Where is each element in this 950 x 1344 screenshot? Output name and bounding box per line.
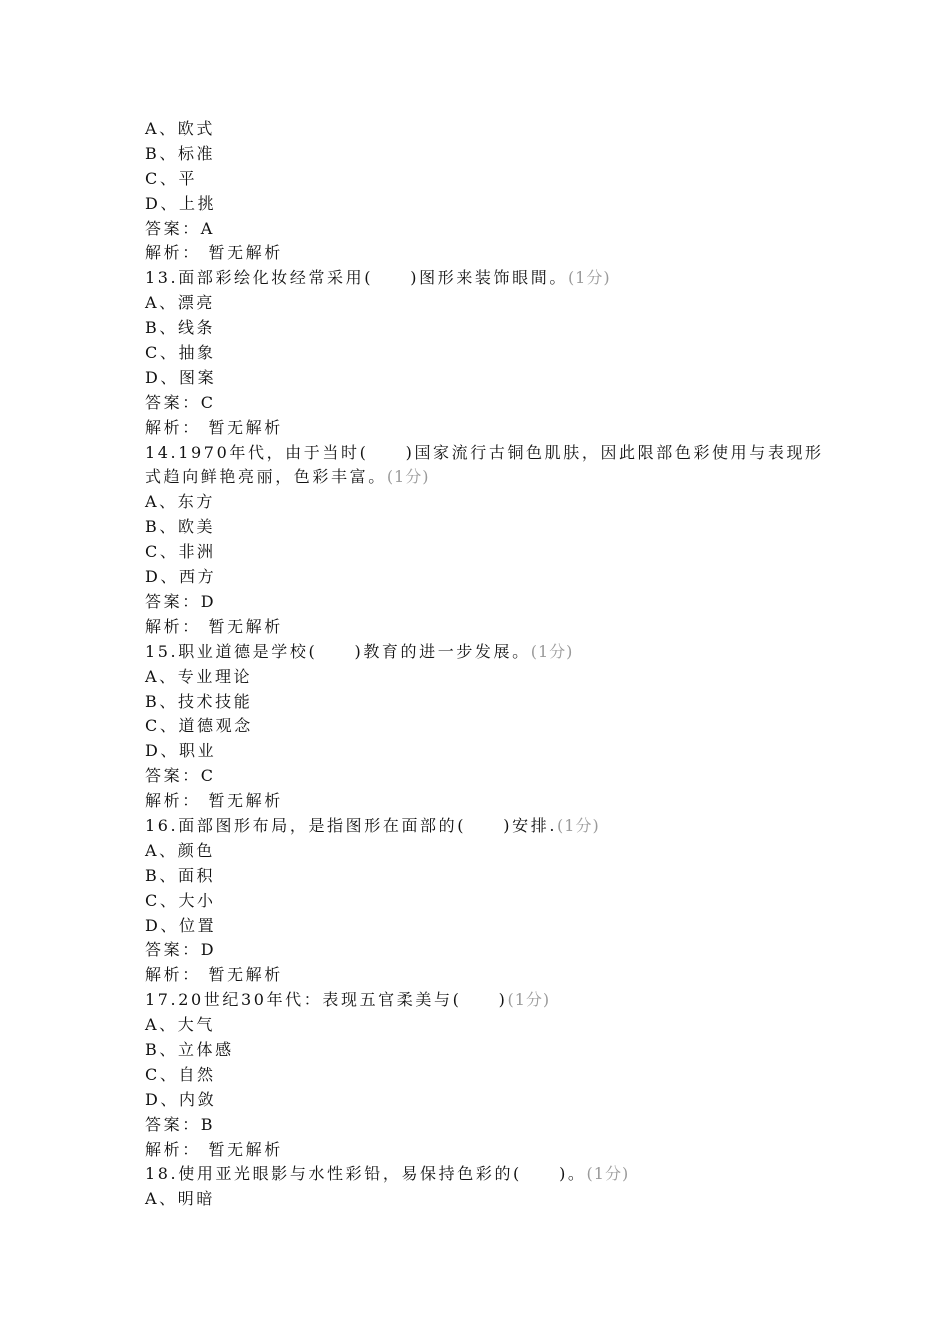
option-b: B、标准 xyxy=(145,143,216,163)
analysis: 解析： 暂无解析 xyxy=(145,791,283,811)
option-c: C、大小 xyxy=(145,890,216,910)
option-b: B、技术技能 xyxy=(145,691,253,711)
option-c: C、抽象 xyxy=(145,343,216,363)
stem-text: 18.使用亚光眼影与水性彩铅，易保持色彩的( )。 xyxy=(145,1164,587,1184)
answer: 答案：C xyxy=(145,766,216,786)
question-stem xyxy=(145,988,825,1013)
question-15 xyxy=(145,640,825,814)
answer: 答案：B xyxy=(145,1114,216,1134)
option-a: A、明暗 xyxy=(145,1189,215,1209)
question-stem xyxy=(145,640,825,665)
question-stem xyxy=(145,814,825,839)
option-b: B、线条 xyxy=(145,318,216,338)
document-page xyxy=(145,117,825,1212)
analysis: 解析： 暂无解析 xyxy=(145,417,283,437)
option-b: B、立体感 xyxy=(145,1039,234,1059)
analysis: 解析： 暂无解析 xyxy=(145,1139,283,1159)
option-d: D、内敛 xyxy=(145,1089,217,1109)
score-label: (1分) xyxy=(386,467,430,487)
option-a: A、专业理论 xyxy=(145,666,253,686)
option-c: C、非洲 xyxy=(145,542,216,562)
option-d: D、位置 xyxy=(145,915,217,935)
score-label: (1分) xyxy=(507,990,551,1010)
answer: 答案：D xyxy=(145,940,217,960)
option-a: A、漂亮 xyxy=(145,293,215,313)
stem-text: 17.20世纪30年代：表现五官柔美与( ) xyxy=(145,990,508,1010)
answer: 答案：C xyxy=(145,392,216,412)
stem-text: 16.面部图形布局，是指图形在面部的( )安排. xyxy=(145,815,558,835)
question-16 xyxy=(145,814,825,988)
score-label: (1分) xyxy=(567,268,611,288)
stem-text: 13.面部彩绘化妆经常采用( )图形来装饰眼間。 xyxy=(145,268,568,288)
question-14 xyxy=(145,441,825,640)
question-13 xyxy=(145,266,825,440)
stem-text: 15.职业道德是学校( )教育的进一步发展。 xyxy=(145,641,531,661)
stem-text: 14.1970年代，由于当时( )国家流行古铜色肌肤，因此限部色彩使用与表现形式趋向鲜艳亮丽，色彩丰富。 xyxy=(145,442,824,487)
analysis: 解析： 暂无解析 xyxy=(145,965,283,985)
analysis: 解析： 暂无解析 xyxy=(145,616,283,636)
question-18 xyxy=(145,1162,825,1212)
option-a: A、大气 xyxy=(145,1015,215,1035)
option-a: A、颜色 xyxy=(145,840,215,860)
score-label: (1分) xyxy=(557,815,600,835)
option-d: D、图案 xyxy=(145,367,217,387)
answer: 答案：D xyxy=(145,591,217,611)
option-a: A、欧式 xyxy=(145,119,215,138)
question-12-tail xyxy=(145,117,825,266)
question-stem xyxy=(145,266,825,291)
question-stem xyxy=(145,441,825,491)
option-b: B、面积 xyxy=(145,865,216,885)
score-label: (1分) xyxy=(530,641,574,661)
option-d: D、上挑 xyxy=(145,193,217,213)
option-b: B、欧美 xyxy=(145,517,216,537)
option-c: C、道德观念 xyxy=(145,716,253,736)
answer: 答案：A xyxy=(145,218,215,238)
score-label: (1分) xyxy=(586,1164,630,1184)
analysis: 解析： 暂无解析 xyxy=(145,243,283,263)
question-17 xyxy=(145,988,825,1162)
option-a: A、东方 xyxy=(145,492,215,512)
option-d: D、西方 xyxy=(145,567,217,587)
option-c: C、平 xyxy=(145,168,198,188)
option-d: D、职业 xyxy=(145,741,217,761)
question-stem xyxy=(145,1162,825,1187)
option-c: C、自然 xyxy=(145,1064,216,1084)
